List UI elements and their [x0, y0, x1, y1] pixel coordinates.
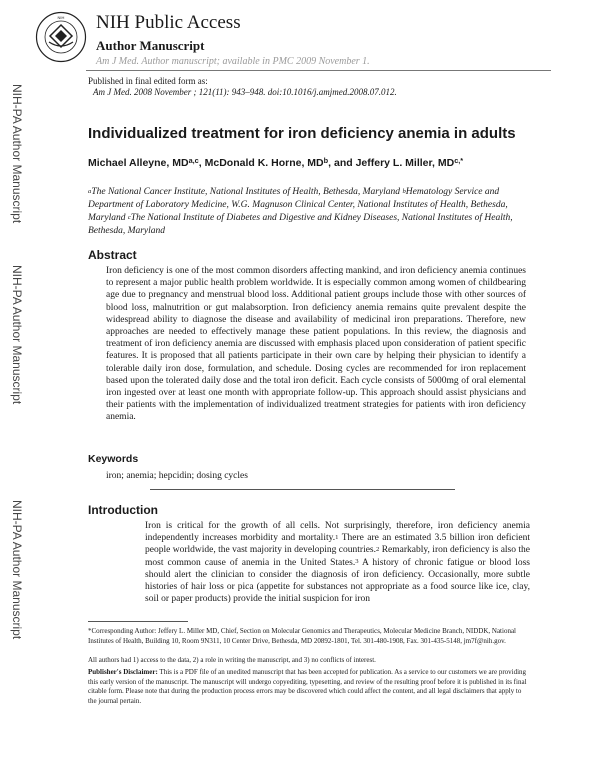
citation-line [93, 87, 397, 97]
nih-public-access-title: NIH Public Access [96, 12, 241, 33]
citation-text: Am J Med. 2008 November ; 121(11): 943–948. doi:10.1016/j.amjmed.2008.07.012. [93, 87, 397, 97]
nih-logo [35, 11, 87, 63]
author-name: McDonald K. Horne, MD [204, 157, 324, 169]
author-separator: , [198, 157, 205, 169]
author-affiliation-marker: c,* [454, 156, 464, 166]
reference-marker: 2 [376, 545, 380, 553]
corresponding-author-footnote: *Corresponding Author: Jeffery L. Miller MD, Chief, Section on Molecular Genomics and Therapeutics, Molecular Medicine Branch, NIDDK, National Institutes of Health, Building 10, Room 9N311, 10 Center Drive, Bethesda, MD 20892-1801, Tel. 301-480-1908, Fax. 301-435-5148, jm7f@nih.gov. [88, 627, 516, 645]
author-affiliation-marker: b [323, 156, 329, 166]
abstract-heading: Abstract [88, 248, 137, 262]
introduction-text [145, 520, 530, 605]
intro-sentence: Remarkably, iron deficiency is also the most common cause of anemia in the United States. [145, 545, 530, 568]
intro-sentence: Iron is critical for the growth of all cells. Not surprisingly, therefore, iron deficiency anemia independently increases morbidity and mortality. [145, 521, 530, 544]
side-watermark: NIH-PA Author Manuscript [10, 84, 24, 224]
intro-sentence: There are an estimated 3.5 billion iron deficient people worldwide, the vast majority in developing countries. [145, 533, 530, 556]
keywords-divider [150, 489, 455, 490]
keywords-text: iron; anemia; hepcidin; dosing cycles [106, 471, 248, 481]
side-watermark: NIH-PA Author Manuscript [10, 265, 24, 405]
affiliation-marker: c [127, 214, 131, 222]
svg-text:NIH: NIH [57, 15, 65, 20]
affiliation-text: The National Cancer Institute, National Institutes of Health, Bethesda, Maryland [91, 187, 403, 197]
footnote-divider [88, 621, 188, 622]
author-name: Michael Alleyne, MD [88, 157, 189, 169]
affiliation-text: The National Institute of Diabetes and Digestive and Kidney Diseases, National Institutes of Health, Bethesda, Maryland [88, 213, 513, 236]
intro-sentence: A history of chronic fatigue or blood loss should alert the clinician to consider the diagnosis of iron deficiency. Occasionally, more subtle histories of hair loss or pica (appetite for substances not appropriate as a food source like ice, clay, soil or paper products) provide the initial suspicion for iron [145, 557, 530, 605]
reference-marker: 3 [355, 557, 359, 565]
author-affiliation-marker: a,c [188, 156, 199, 166]
disclosure-footnote: All authors had 1) access to the data, 2) a role in writing the manuscript, and 3) no conflicts of interest. [88, 656, 376, 664]
author-separator: , and [328, 157, 356, 169]
author-name: Jeffery L. Miller, MD [355, 157, 455, 169]
publisher-disclaimer-label: Publisher's Disclaimer: [88, 668, 158, 676]
abstract-text: Iron deficiency is one of the most common disorders affecting mankind, and iron deficiency anemia continues to represent a major public health problem worldwide. It is especially common among women of childbearing age due to pregnancy and menstrual blood loss. Additional patient groups include those with other sources of blood loss, malnutrition or gut malabsorption. Iron deficiency anemia remains quite prevalent despite the widespread ability to diagnose the disease and availability of medicinal iron preparations. Therefore, new approaches are needed to effectively manage these patient populations. In this review, the diagnosis and treatment of iron deficiency anemia are discussed with emphasis placed upon consideration of patient specific features. It is proposed that all patients participate in their own care by helping their physician to identify a tolerable daily iron dose, formulation, and schedule. Dosing cycles are recommended for iron replacement based upon the tolerated daily dose and the total iron deficit. Each cycle consists of 5000mg of oral elemental iron ingested over at least one month with appropriate follow-up. This approach should assist physicians and their patients with the implementation of individualized treatment strategies for patients with iron deficiency anemia. [106, 266, 526, 423]
author-manuscript-label: Author Manuscript [96, 38, 205, 53]
affiliations [88, 186, 528, 238]
publisher-disclaimer-text: This is a PDF file of an unedited manuscript that has been accepted for publication. As a service to our customers we are providing this early version of the manuscript. The manuscript will undergo copyediting, typesetting, and review of the resulting proof before it is published in its final citable form. Please note that during the production process errors may be discovered which could affect the content, and all legal disclaimers that apply to the journal pertain. [88, 668, 527, 705]
affiliation-marker: a [88, 188, 92, 196]
introduction-heading: Introduction [88, 503, 158, 517]
keywords-heading: Keywords [88, 453, 139, 465]
publisher-disclaimer [88, 668, 528, 706]
affiliation-text: Hematology Service and Department of Laboratory Medicine, W.G. Magnuson Clinical Center, National Institutes of Health, Bethesda, Maryland [88, 187, 508, 223]
reference-marker: 1 [335, 533, 339, 541]
side-watermark: NIH-PA Author Manuscript [10, 500, 24, 640]
author-list [88, 157, 463, 169]
availability-note: Am J Med. Author manuscript; available in PMC 2009 November 1. [96, 56, 370, 67]
published-line: Published in final edited form as: [88, 76, 208, 86]
article-title: Individualized treatment for iron deficiency anemia in adults [88, 125, 516, 142]
header-divider [86, 70, 551, 71]
affiliation-marker: b [402, 188, 406, 196]
